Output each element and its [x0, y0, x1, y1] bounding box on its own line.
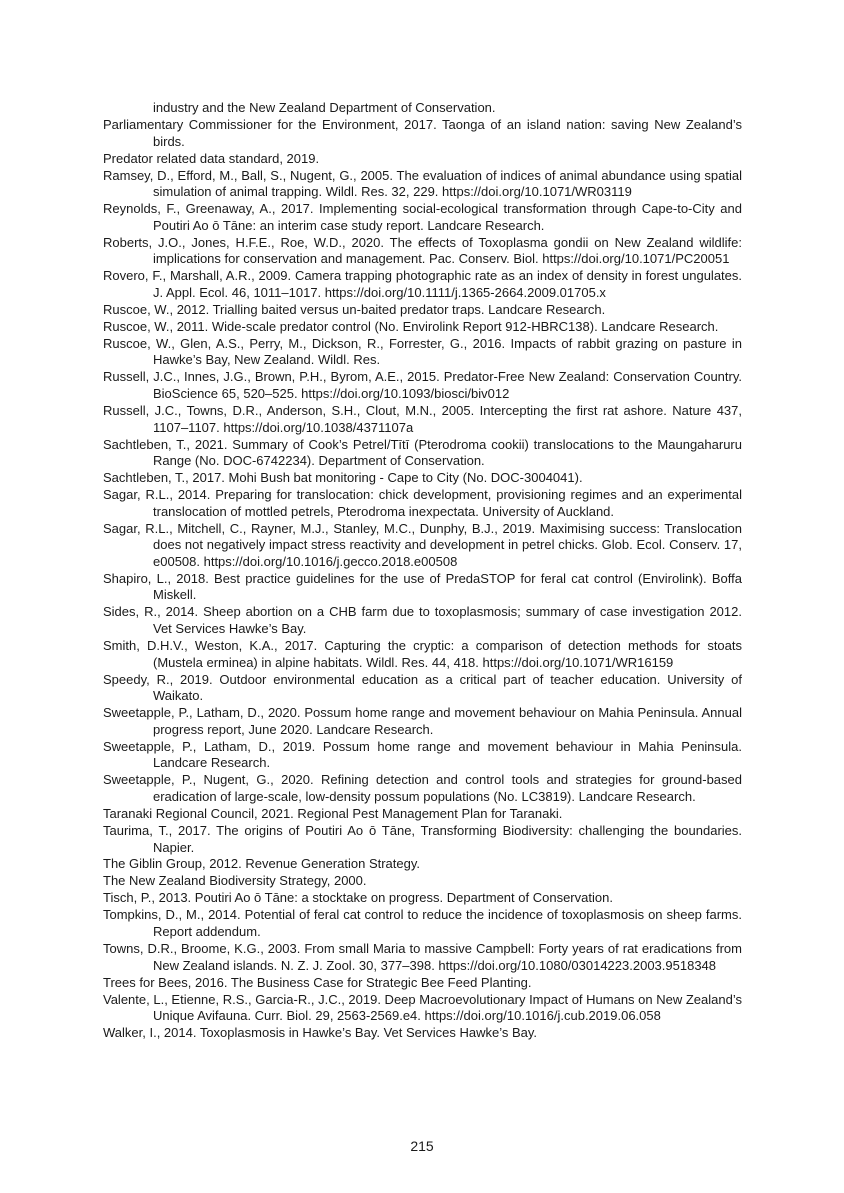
reference-entry: Sagar, R.L., Mitchell, C., Rayner, M.J., Stanley, M.C., Dunphy, B.J., 2019. Maximising success: Translocation does not negatively impact stress reactivity and development in petrel chicks. Glob. Ecol. Conserv. 17, e00508. https://doi.org/10.1016/j.gecco.2018.e00508 — [103, 520, 742, 569]
reference-entry: Sweetapple, P., Latham, D., 2020. Possum home range and movement behaviour on Mahia Peninsula. Annual progress report, June 2020. Landcare Research. — [103, 705, 742, 737]
reference-entry: Ruscoe, W., Glen, A.S., Perry, M., Dickson, R., Forrester, G., 2016. Impacts of rabbit grazing on pasture in Hawke’s Bay, New Zealand. Wildl. Res. — [103, 335, 742, 368]
reference-entry: Smith, D.H.V., Weston, K.A., 2017. Capturing the cryptic: a comparison of detection methods for stoats (Mustela erminea) in alpine habitats. Wildl. Res. 44, 418. https://doi.org/10.1071/WR16159 — [103, 638, 742, 670]
reference-entry: Sachtleben, T., 2017. Mohi Bush bat monitoring - Cape to City (No. DOC-3004041). — [103, 470, 583, 486]
reference-entry: Predator related data standard, 2019. — [103, 150, 320, 166]
reference-entry: Russell, J.C., Innes, J.G., Brown, P.H., Byrom, A.E., 2015. Predator-Free New Zealand: Conservation Country. BioScience 65, 520–525. https://doi.org/10.1093/biosci/biv012 — [103, 369, 742, 401]
reference-entry: Taranaki Regional Council, 2021. Regional Pest Management Plan for Taranaki. — [103, 805, 563, 821]
reference-list — [103, 100, 742, 1042]
reference-entry: Russell, J.C., Towns, D.R., Anderson, S.H., Clout, M.N., 2005. Intercepting the first rat ashore. Nature 437, 1107–1107. https://doi.org/10.1038/4371107a — [103, 402, 742, 435]
reference-entry: Ramsey, D., Efford, M., Ball, S., Nugent, G., 2005. The evaluation of indices of animal abundance using spatial simulation of animal trapping. Wildl. Res. 32, 229. https://doi.org/10.1071/WR03119 — [103, 167, 742, 200]
reference-entry: Roberts, J.O., Jones, H.F.E., Roe, W.D., 2020. The effects of Toxoplasma gondii on New Zealand wildlife: implications for conservation and management. Pac. Conserv. Biol. https://doi.org/10.1071/PC20051 — [103, 234, 742, 267]
reference-entry: Trees for Bees, 2016. The Business Case for Strategic Bee Feed Planting. — [103, 974, 532, 990]
reference-entry: Shapiro, L., 2018. Best practice guidelines for the use of PredaSTOP for feral cat control (Envirolink). Boffa Miskell. — [103, 570, 742, 603]
reference-entry: Tompkins, D., M., 2014. Potential of feral cat control to reduce the incidence of toxoplasmosis on sheep farms. Report addendum. — [103, 907, 742, 940]
reference-entry: Towns, D.R., Broome, K.G., 2003. From small Maria to massive Campbell: Forty years of rat eradications from New Zealand islands. N. Z. J. Zool. 30, 377–398. https://doi.org/10.1080/03014223.2003.9518348 — [103, 941, 742, 973]
reference-entry: Sweetapple, P., Nugent, G., 2020. Refining detection and control tools and strategies for ground-based eradication of large-scale, low-density possum populations (No. LC3819). Landcare Research. — [103, 772, 742, 804]
page-number: 215 — [410, 1138, 434, 1154]
reference-entry: The New Zealand Biodiversity Strategy, 2000. — [103, 873, 367, 889]
reference-entry: Valente, L., Etienne, R.S., Garcia-R., J.C., 2019. Deep Macroevolutionary Impact of Humans on New Zealand’s Unique Avifauna. Curr. Biol. 29, 2563-2569.e4. https://doi.org/10.1016/j.cub.2019.06.058 — [103, 991, 742, 1024]
reference-entry: Tisch, P., 2013. Poutiri Ao ō Tāne: a stocktake on progress. Department of Conservation. — [103, 890, 613, 906]
reference-entry: Speedy, R., 2019. Outdoor environmental education as a critical part of teacher education. University of Waikato. — [103, 671, 742, 704]
reference-entry: Walker, I., 2014. Toxoplasmosis in Hawke’s Bay. Vet Services Hawke’s Bay. — [103, 1025, 538, 1041]
reference-entry: Parliamentary Commissioner for the Environment, 2017. Taonga of an island nation: saving New Zealand’s birds. — [103, 116, 742, 149]
reference-entry: Sweetapple, P., Latham, D., 2019. Possum home range and movement behaviour in Mahia Peninsula. Landcare Research. — [103, 738, 742, 771]
reference-entry: Ruscoe, W., 2011. Wide-scale predator control (No. Envirolink Report 912-HBRC138). Landcare Research. — [103, 318, 719, 334]
reference-entry: Taurima, T., 2017. The origins of Poutiri Ao ō Tāne, Transforming Biodiversity: challenging the boundaries. Napier. — [103, 822, 742, 855]
reference-entry: The Giblin Group, 2012. Revenue Generation Strategy. — [103, 856, 421, 872]
reference-entry: Sachtleben, T., 2021. Summary of Cook’s Petrel/Tītī (Pterodroma cookii) translocations to the Maungaharuru Range (No. DOC-6742234). Department of Conservation. — [103, 436, 742, 469]
reference-entry: Sagar, R.L., 2014. Preparing for translocation: chick development, provisioning regimes and an experimental translocation of mottled petrels, Pterodroma inexpectata. University of Auckland. — [103, 487, 742, 519]
reference-entry: industry and the New Zealand Department of Conservation. — [153, 100, 496, 115]
reference-entry: Sides, R., 2014. Sheep abortion on a CHB farm due to toxoplasmosis; summary of case investigation 2012. Vet Services Hawke’s Bay. — [103, 604, 742, 637]
reference-entry: Reynolds, F., Greenaway, A., 2017. Implementing social-ecological transformation through Cape-to-City and Poutiri Ao ō Tāne: an interim case study report. Landcare Research. — [103, 201, 742, 233]
reference-entry: Rovero, F., Marshall, A.R., 2009. Camera trapping photographic rate as an index of density in forest ungulates. J. Appl. Ecol. 46, 1011–1017. https://doi.org/10.1111/j.1365-2664.2009.01705.x — [103, 268, 742, 300]
reference-entry: Ruscoe, W., 2012. Trialling baited versus un-baited predator traps. Landcare Research. — [103, 301, 606, 317]
